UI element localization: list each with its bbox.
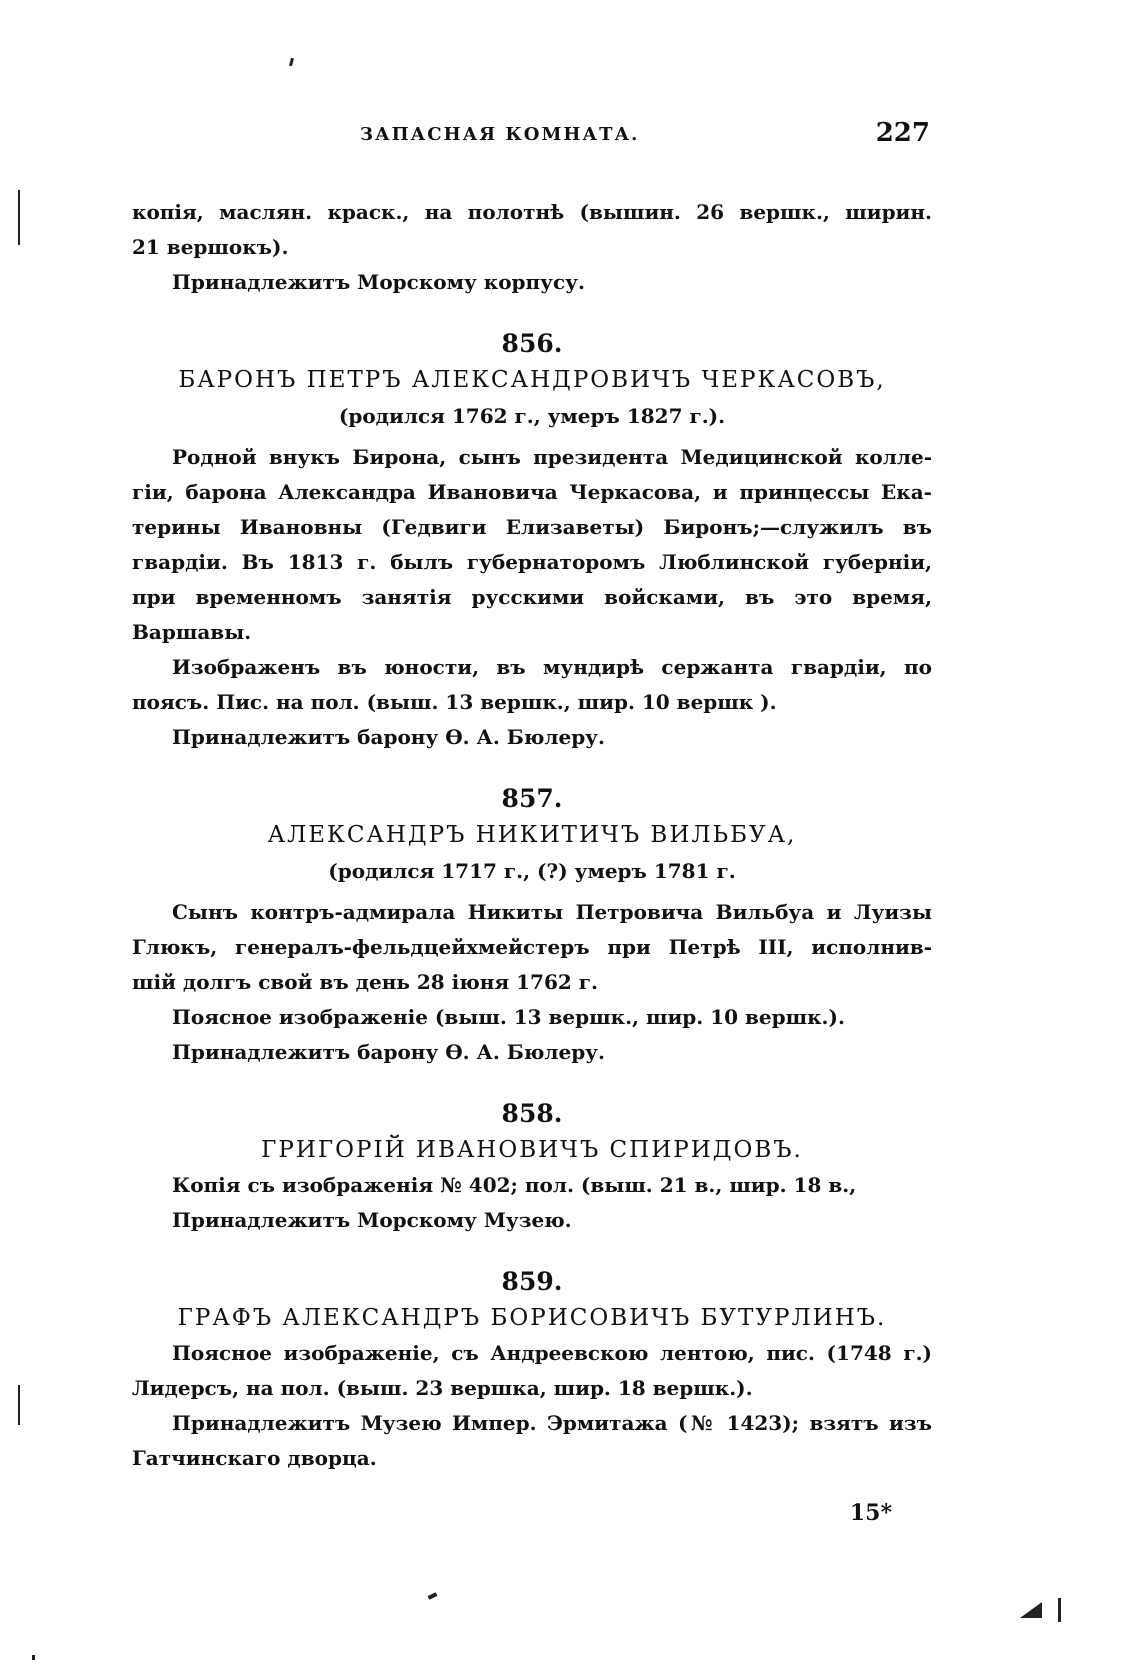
entry-number: 859. [501,1267,563,1296]
text-line: поясъ. Пис. на пол. (выш. 13 вершк., шир. 10 вершк ). [132,690,777,714]
entry-dates: (родился 1762 г., умеръ 1827 г.). [338,404,726,428]
entry-name: ГРИГОРІЙ ИВАНОВИЧЪ СПИРИДОВЪ. [261,1137,803,1163]
scan-speck [32,1655,35,1660]
text-line: Принадлежитъ Музею Импер. Эрмитажа (№ 1423); взятъ изъ [172,1411,932,1435]
text-line: Лидерсъ, на пол. (выш. 23 вершка, шир. 18 вершк.). [132,1376,753,1400]
printer-signature: 15* [849,1500,892,1526]
scan-margin-line [18,190,20,245]
catalog-entry [132,1264,932,1476]
entry-name: ГРАФЪ АЛЕКСАНДРЪ БОРИСОВИЧЪ БУТУРЛИНЪ. [177,1305,887,1331]
text-line: Поясное изображеніе, съ Андреевскою лентою, пис. (1748 г.) [172,1341,932,1365]
owner-line: Принадлежитъ Морскому Музею. [172,1208,572,1232]
page-number: 227 [875,118,930,148]
scan-speck [289,58,294,67]
entry-number: 858. [501,1099,563,1128]
page-content [132,195,932,1476]
owner-line: Принадлежитъ Морскому корпусу. [172,270,585,294]
text-line: Гатчинскаго дворца. [132,1446,377,1470]
scan-margin-line [18,1385,20,1425]
entry-dates: (родился 1717 г., (?) умеръ 1781 г. [328,859,736,883]
scan-speck [428,1592,438,1599]
entry-name: БАРОНЪ ПЕТРЪ АЛЕКСАНДРОВИЧЪ ЧЕРКАСОВЪ, [178,367,886,393]
text-line: гвардіи. Въ 1813 г. былъ губернаторомъ Люблинской губерніи, [132,550,932,574]
catalog-entry [132,1096,932,1238]
text-line: терины Ивановны (Гедвиги Елизаветы) Биронъ;—служилъ въ [132,515,932,539]
entry-name: АЛЕКСАНДРЪ НИКИТИЧЪ ВИЛЬБУА, [267,822,797,848]
entry-number: 856. [501,329,563,358]
running-title: ЗАПАСНАЯ КОМНАТА. [360,124,640,145]
text-line: копія, маслян. краск., на полотнѣ (вышин. 26 вершк., ширин. [132,200,932,224]
text-line: Варшавы. [132,620,252,644]
text-line: шій долгъ свой въ день 28 іюня 1762 г. [132,970,598,994]
text-line: 21 вершокъ). [132,235,289,259]
text-line: Сынъ контръ-адмирала Никиты Петровича Вильбуа и Луизы [172,900,932,924]
entry-number: 857. [501,784,563,813]
scan-edge-mark [1020,1602,1042,1618]
text-line: Родной внукъ Бирона, сынъ президента Медицинской коллe- [172,445,932,469]
intro-block [132,195,932,300]
text-line: Изображенъ въ юности, въ мундирѣ сержанта гвардіи, по [172,655,932,679]
text-line: гіи, барона Александра Ивановича Черкасова, и принцессы Ека- [132,480,932,504]
owner-line: Принадлежитъ барону Ѳ. А. Бюлеру. [172,1040,605,1064]
text-line: при временномъ занятія русскими войсками, въ это время, [132,585,932,609]
text-line: Глюкъ, генералъ-фельдцейхмейстеръ при Петрѣ III, исполнив- [132,935,932,959]
scan-margin-line [1058,1598,1061,1622]
text-line: Копія съ изображенія № 402; пол. (выш. 21 в., шир. 18 в., [172,1173,857,1197]
catalog-entry [132,781,932,1070]
page-header [130,118,930,154]
owner-line: Принадлежитъ барону Ѳ. А. Бюлеру. [172,725,605,749]
catalog-entry [132,326,932,755]
text-line: Поясное изображеніе (выш. 13 вершк., шир. 10 вершк.). [172,1005,845,1029]
